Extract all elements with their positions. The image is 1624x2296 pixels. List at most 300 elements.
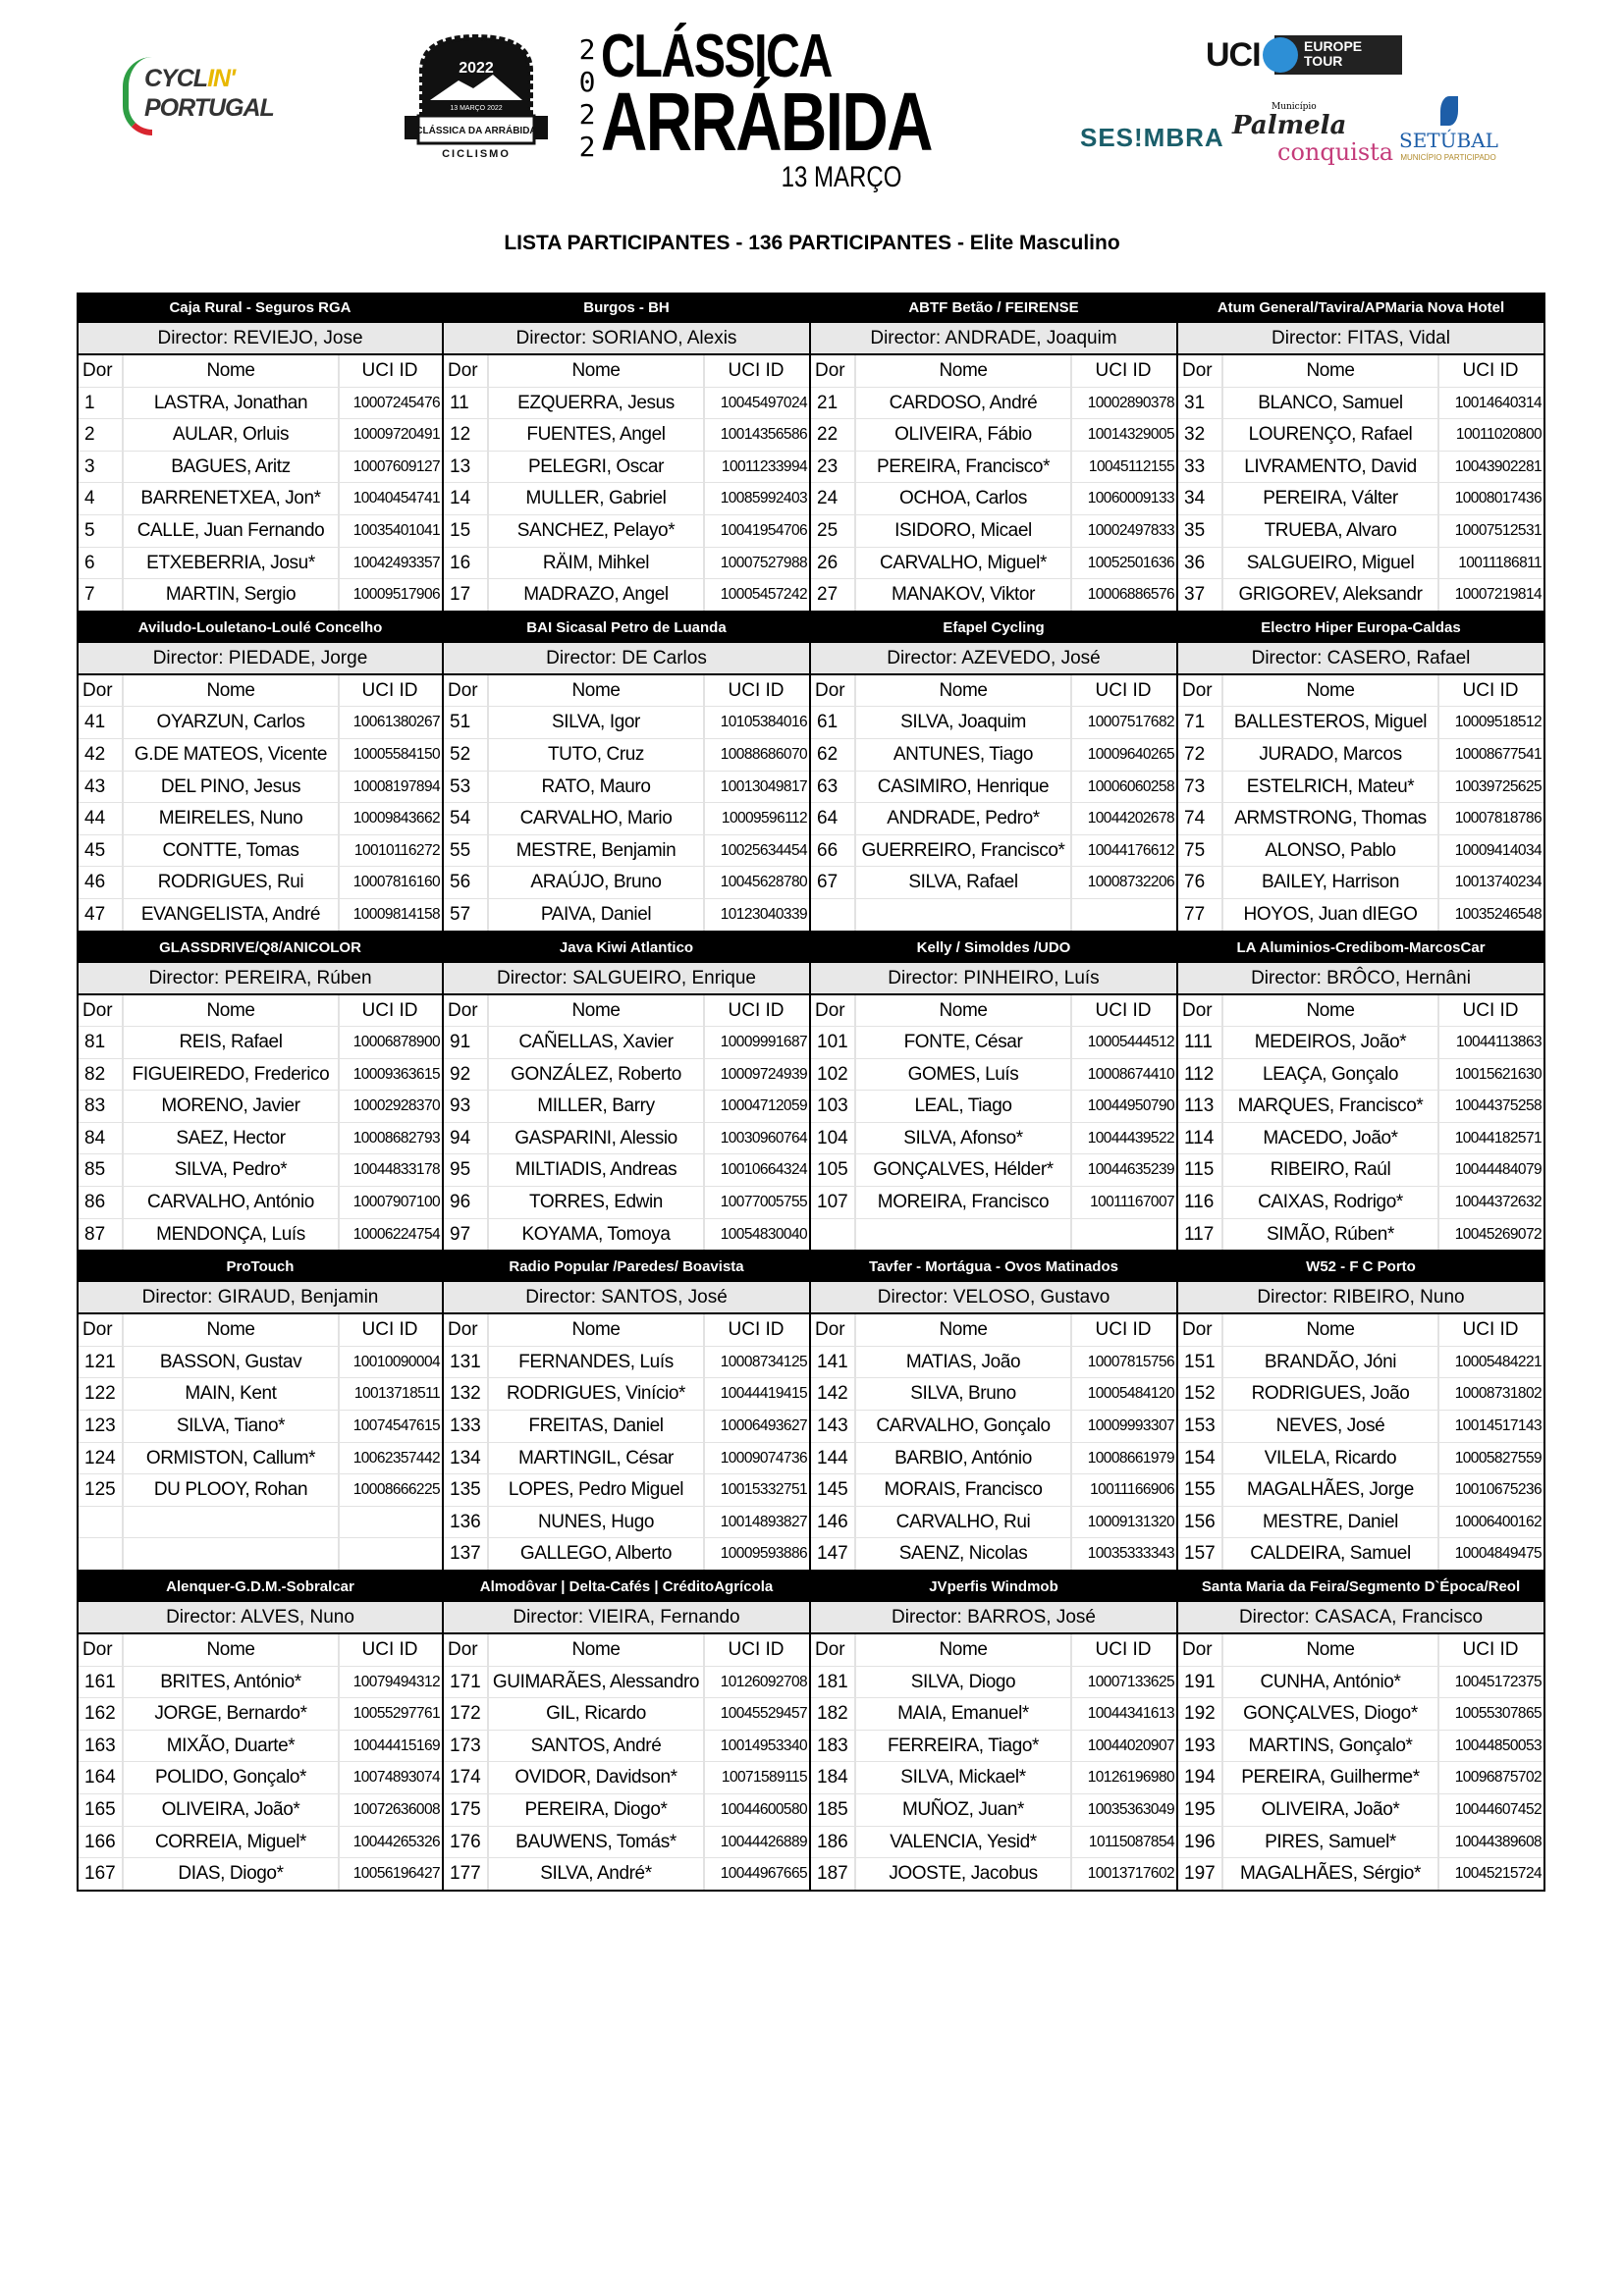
- team-band: [77, 613, 1545, 933]
- rider-row: [811, 1827, 1176, 1859]
- rider-name: GUIMARÃES, Alessandro: [489, 1667, 705, 1698]
- rider-uci-id: 10014329005: [1087, 426, 1174, 444]
- rider-uci-id: 10009814158: [352, 905, 440, 923]
- year-digit: 2: [578, 131, 596, 163]
- rider-uci-id: 10008677541: [1454, 745, 1542, 763]
- rider-row: [1178, 1443, 1543, 1475]
- column-header-uci: UCI ID: [728, 1639, 785, 1660]
- team-name: BAI Sicasal Petro de Luanda: [444, 613, 809, 643]
- column-header-row: [811, 1314, 1176, 1347]
- rider-name: NEVES, José: [1223, 1411, 1439, 1442]
- rider-uci-id: 10043902281: [1454, 457, 1542, 475]
- column-header-uci: UCI ID: [361, 679, 418, 701]
- column-header-dor: Dor: [811, 1634, 856, 1666]
- column-header-uci: UCI ID: [361, 360, 418, 381]
- rider-dorsal: 102: [811, 1059, 856, 1091]
- leaf-icon: [1440, 96, 1458, 126]
- rider-name: RODRIGUES, Rui: [124, 867, 340, 898]
- rider-row: [79, 1027, 442, 1059]
- team-name: Almodôvar | Delta-Cafés | CréditoAgrícola: [444, 1572, 809, 1602]
- team-name: Alenquer-G.D.M.-Sobralcar: [79, 1572, 442, 1602]
- column-header-row: [444, 995, 809, 1028]
- rider-row: [811, 483, 1176, 515]
- rider-row: [444, 1858, 809, 1890]
- rider-uci-id: 10044850053: [1454, 1736, 1542, 1754]
- rider-uci-id: 10009720491: [352, 426, 440, 444]
- logo-text: Município: [1272, 102, 1317, 112]
- rider-name: CARDOSO, André: [856, 388, 1072, 419]
- rider-row: [1178, 1378, 1543, 1411]
- column-header-nome: Nome: [1223, 1314, 1439, 1346]
- rider-row: [444, 1698, 809, 1731]
- rider-name: [856, 1219, 1072, 1251]
- logo-text: CYCL: [144, 65, 208, 92]
- team-name: Efapel Cycling: [811, 613, 1176, 643]
- rider-uci-id: 10011186811: [1458, 554, 1542, 571]
- rider-uci-id: 10013049817: [720, 777, 807, 795]
- rider-row: [811, 1091, 1176, 1123]
- rider-row: [1178, 1538, 1543, 1570]
- rider-name: REIS, Rafael: [124, 1027, 340, 1058]
- participants-table: [77, 293, 1545, 1892]
- rider-dorsal: 124: [79, 1443, 124, 1474]
- rider-name: GOMES, Luís: [856, 1059, 1072, 1091]
- rider-row: [1178, 1731, 1543, 1763]
- column-header-dor: Dor: [79, 355, 124, 387]
- rider-row: [79, 867, 442, 899]
- rider-dorsal: 76: [1178, 867, 1223, 898]
- rider-name: PEREIRA, Diogo*: [489, 1794, 705, 1826]
- rider-dorsal: 7: [79, 579, 124, 611]
- rider-dorsal: 155: [1178, 1474, 1223, 1506]
- rider-dorsal: 153: [1178, 1411, 1223, 1442]
- rider-uci-id: 10072636008: [352, 1800, 440, 1818]
- rider-name: ANDRADE, Pedro*: [856, 803, 1072, 834]
- column-header-nome: Nome: [489, 355, 705, 387]
- rider-dorsal: 197: [1178, 1858, 1223, 1890]
- rider-row: [444, 1762, 809, 1794]
- rider-dorsal: 36: [1178, 548, 1223, 579]
- rider-dorsal: 52: [444, 739, 489, 771]
- team-block: [811, 293, 1178, 611]
- team-band: [77, 933, 1545, 1253]
- rider-name: MAIN, Kent: [124, 1378, 340, 1410]
- rider-uci-id: 10009640265: [1087, 745, 1174, 763]
- rider-dorsal: 83: [79, 1091, 124, 1122]
- rider-dorsal: 165: [79, 1794, 124, 1826]
- rider-dorsal: [79, 1507, 124, 1538]
- rider-row: [811, 1474, 1176, 1507]
- rider-dorsal: 164: [79, 1762, 124, 1793]
- rider-row: [79, 1762, 442, 1794]
- rider-name: LOPES, Pedro Miguel: [489, 1474, 705, 1506]
- team-director: Director: RIBEIRO, Nuno: [1178, 1282, 1543, 1314]
- rider-dorsal: 121: [79, 1347, 124, 1378]
- rider-uci-id: 10007133625: [1087, 1673, 1174, 1690]
- rider-dorsal: 1: [79, 388, 124, 419]
- column-header-uci: UCI ID: [728, 360, 785, 381]
- rider-name: RIBEIRO, Raúl: [1223, 1154, 1439, 1186]
- team-name: Radio Popular /Paredes/ Boavista: [444, 1252, 809, 1282]
- rider-uci-id: 10004712059: [720, 1097, 807, 1115]
- column-header-uci: UCI ID: [1095, 360, 1152, 381]
- rider-dorsal: 162: [79, 1698, 124, 1730]
- column-header-nome: Nome: [124, 355, 340, 387]
- rider-row: [79, 419, 442, 452]
- rider-dorsal: 151: [1178, 1347, 1223, 1378]
- rider-dorsal: 105: [811, 1154, 856, 1186]
- rider-row: [444, 1474, 809, 1507]
- rider-uci-id: 10013718511: [353, 1385, 440, 1403]
- rider-uci-id: 10009991687: [720, 1034, 807, 1051]
- rider-row: [811, 1538, 1176, 1570]
- rider-dorsal: 64: [811, 803, 856, 834]
- rider-dorsal: 173: [444, 1731, 489, 1762]
- rider-dorsal: 166: [79, 1827, 124, 1858]
- rider-uci-id: [1072, 1219, 1176, 1251]
- rider-uci-id: 10008734125: [720, 1353, 807, 1370]
- rider-dorsal: 74: [1178, 803, 1223, 834]
- rider-uci-id: 10002890378: [1087, 394, 1174, 411]
- rider-name: GASPARINI, Alessio: [489, 1123, 705, 1154]
- rider-row: [444, 1219, 809, 1251]
- column-header-row: [811, 675, 1176, 708]
- rider-dorsal: 63: [811, 772, 856, 803]
- rider-name: CALLE, Juan Fernando: [124, 515, 340, 547]
- rider-dorsal: 53: [444, 772, 489, 803]
- rider-name: CAIXAS, Rodrigo*: [1223, 1187, 1439, 1218]
- rider-row: [444, 579, 809, 611]
- rider-uci-id: [1072, 899, 1176, 931]
- rider-row: [444, 1443, 809, 1475]
- rider-uci-id: 10006886576: [1087, 586, 1174, 604]
- rider-name: ARMSTRONG, Thomas: [1223, 803, 1439, 834]
- rider-row: [1178, 1698, 1543, 1731]
- rider-dorsal: 114: [1178, 1123, 1223, 1154]
- rider-row: [811, 1059, 1176, 1092]
- rider-name: EVANGELISTA, André: [124, 899, 340, 931]
- rider-name: [124, 1538, 340, 1570]
- rider-row: [444, 483, 809, 515]
- rider-dorsal: 186: [811, 1827, 856, 1858]
- rider-name: ANTUNES, Tiago: [856, 739, 1072, 771]
- rider-uci-id: 10044265326: [352, 1833, 440, 1850]
- rider-name: TUTO, Cruz: [489, 739, 705, 771]
- rider-name: VALENCIA, Yesid*: [856, 1827, 1072, 1858]
- rider-row: [79, 1187, 442, 1219]
- rider-name: GALLEGO, Alberto: [489, 1538, 705, 1570]
- rider-uci-id: 10044182571: [1454, 1129, 1542, 1147]
- rider-name: MENDONÇA, Luís: [124, 1219, 340, 1251]
- rider-dorsal: 103: [811, 1091, 856, 1122]
- rider-row: [79, 1507, 442, 1539]
- rider-row: [444, 899, 809, 931]
- rider-uci-id: 10006060258: [1087, 777, 1174, 795]
- rider-uci-id: 10005444512: [1087, 1034, 1174, 1051]
- rider-name: OVIDOR, Davidson*: [489, 1762, 705, 1793]
- rider-uci-id: 10009843662: [352, 810, 440, 828]
- rider-dorsal: 62: [811, 739, 856, 771]
- column-header-uci: UCI ID: [1462, 1639, 1519, 1660]
- rider-uci-id: 10044419415: [720, 1385, 807, 1403]
- rider-row: [811, 1858, 1176, 1890]
- rider-row: [444, 803, 809, 835]
- rider-dorsal: 171: [444, 1667, 489, 1698]
- rider-uci-id: 10009724939: [720, 1065, 807, 1083]
- rider-dorsal: 101: [811, 1027, 856, 1058]
- rider-dorsal: 145: [811, 1474, 856, 1506]
- rider-row: [811, 835, 1176, 868]
- rider-name: CAÑELLAS, Xavier: [489, 1027, 705, 1058]
- rider-name: MORAIS, Francisco: [856, 1474, 1072, 1506]
- rider-uci-id: 10005484120: [1087, 1385, 1174, 1403]
- rider-dorsal: 43: [79, 772, 124, 803]
- rider-name: LOURENÇO, Rafael: [1223, 419, 1439, 451]
- rider-row: [811, 419, 1176, 452]
- team-name: Atum General/Tavira/APMaria Nova Hotel: [1178, 293, 1543, 323]
- column-header-nome: Nome: [124, 675, 340, 707]
- rider-uci-id: [340, 1507, 442, 1538]
- rider-row: [79, 1059, 442, 1092]
- rider-row: [811, 1187, 1176, 1219]
- rider-uci-id: 10005484221: [1454, 1353, 1542, 1370]
- rider-dorsal: 45: [79, 835, 124, 867]
- rider-name: MESTRE, Daniel: [1223, 1507, 1439, 1538]
- rider-row: [1178, 1667, 1543, 1699]
- rider-uci-id: 10096875702: [1454, 1769, 1542, 1787]
- team-name: W52 - F C Porto: [1178, 1252, 1543, 1282]
- setubal-logo: [1399, 96, 1497, 167]
- rider-row: [444, 1378, 809, 1411]
- team-director: Director: PEREIRA, Rúben: [79, 963, 442, 995]
- rider-uci-id: 10126092708: [720, 1673, 807, 1690]
- rider-uci-id: 10060009133: [1087, 490, 1174, 507]
- rider-dorsal: 194: [1178, 1762, 1223, 1793]
- rider-row: [79, 1154, 442, 1187]
- event-name-line1: CLÁSSICA: [601, 23, 832, 90]
- column-header-row: [1178, 995, 1543, 1028]
- team-name: Electro Hiper Europa-Caldas: [1178, 613, 1543, 643]
- team-director: Director: PIEDADE, Jorge: [79, 643, 442, 675]
- column-header-nome: Nome: [1223, 355, 1439, 387]
- column-header-uci: UCI ID: [728, 679, 785, 701]
- rider-name: MARTINS, Gonçalo*: [1223, 1731, 1439, 1762]
- logo-text: UCI: [1206, 36, 1261, 74]
- rider-uci-id: 10014893827: [720, 1513, 807, 1530]
- rider-row: [79, 579, 442, 611]
- rider-uci-id: [340, 1538, 442, 1570]
- rider-uci-id: 10035363049: [1087, 1800, 1174, 1818]
- rider-name: BAILEY, Harrison: [1223, 867, 1439, 898]
- team-director: Director: FITAS, Vidal: [1178, 323, 1543, 355]
- rider-uci-id: 10061380267: [352, 714, 440, 731]
- rider-dorsal: 21: [811, 388, 856, 419]
- rider-row: [811, 1027, 1176, 1059]
- rider-dorsal: 26: [811, 548, 856, 579]
- rider-dorsal: 104: [811, 1123, 856, 1154]
- cyclin-portugal-logo: [123, 57, 274, 135]
- rider-name: ISIDORO, Micael: [856, 515, 1072, 547]
- rider-row: [1178, 1219, 1543, 1251]
- column-header-dor: Dor: [79, 1314, 124, 1346]
- rider-uci-id: 10006224754: [352, 1225, 440, 1243]
- rider-uci-id: 10009596112: [721, 810, 807, 828]
- rider-uci-id: 10030960764: [720, 1129, 807, 1147]
- rider-row: [444, 388, 809, 420]
- rider-name: BAGUES, Aritz: [124, 452, 340, 483]
- rider-row: [444, 739, 809, 772]
- column-header-row: [811, 1634, 1176, 1667]
- rider-dorsal: 195: [1178, 1794, 1223, 1826]
- rider-row: [811, 515, 1176, 548]
- badge-name: CLÁSSICA DA ARRÁBIDA: [415, 126, 537, 136]
- rider-name: CARVALHO, Miguel*: [856, 548, 1072, 579]
- rider-dorsal: 73: [1178, 772, 1223, 803]
- rider-dorsal: 67: [811, 867, 856, 898]
- column-header-uci: UCI ID: [1095, 1639, 1152, 1660]
- rider-row: [79, 1123, 442, 1155]
- rider-row: [1178, 867, 1543, 899]
- team-director: Director: SALGUEIRO, Enrique: [444, 963, 809, 995]
- rider-dorsal: 141: [811, 1347, 856, 1378]
- rider-name: GIL, Ricardo: [489, 1698, 705, 1730]
- rider-row: [444, 867, 809, 899]
- logo-text: conquista: [1277, 138, 1394, 166]
- rider-uci-id: 10008674410: [1087, 1065, 1174, 1083]
- rider-uci-id: 10044967665: [720, 1865, 807, 1883]
- team-block: [1178, 1572, 1545, 1890]
- rider-uci-id: 10035333343: [1087, 1545, 1174, 1563]
- rider-row: [811, 579, 1176, 611]
- rider-uci-id: 10008732206: [1087, 874, 1174, 891]
- team-block: [444, 1252, 811, 1570]
- rider-name: PELEGRI, Oscar: [489, 452, 705, 483]
- rider-dorsal: 146: [811, 1507, 856, 1538]
- rider-name: MEIRELES, Nuno: [124, 803, 340, 834]
- rider-row: [1178, 739, 1543, 772]
- rider-uci-id: 10025634454: [720, 841, 807, 859]
- rider-dorsal: 84: [79, 1123, 124, 1154]
- rider-name: OLIVEIRA, João*: [124, 1794, 340, 1826]
- rider-uci-id: 10044607452: [1454, 1800, 1542, 1818]
- rider-dorsal: 54: [444, 803, 489, 834]
- column-header-row: [811, 355, 1176, 388]
- column-header-dor: Dor: [79, 1634, 124, 1666]
- palmela-logo: [1232, 102, 1394, 167]
- logo-text: PORTUGAL: [144, 94, 274, 122]
- rider-dorsal: 72: [1178, 739, 1223, 771]
- rider-name: DEL PINO, Jesus: [124, 772, 340, 803]
- rider-row: [811, 1378, 1176, 1411]
- rider-name: DU PLOOY, Rohan: [124, 1474, 340, 1506]
- team-name: GLASSDRIVE/Q8/ANICOLOR: [79, 933, 442, 963]
- rider-dorsal: 147: [811, 1538, 856, 1570]
- rider-dorsal: 175: [444, 1794, 489, 1826]
- rider-name: SAENZ, Nicolas: [856, 1538, 1072, 1570]
- rider-name: MACEDO, João*: [1223, 1123, 1439, 1154]
- column-header-row: [1178, 1634, 1543, 1667]
- year-digit: 2: [578, 33, 596, 66]
- column-header-nome: Nome: [856, 995, 1072, 1027]
- column-header-dor: Dor: [811, 675, 856, 707]
- rider-uci-id: 10009593886: [720, 1545, 807, 1563]
- rider-row: [79, 1219, 442, 1251]
- rider-dorsal: 183: [811, 1731, 856, 1762]
- team-block: [1178, 293, 1545, 611]
- column-header-dor: Dor: [79, 995, 124, 1027]
- team-block: [1178, 613, 1545, 931]
- rider-name: ESTELRICH, Mateu*: [1223, 772, 1439, 803]
- rider-uci-id: 10079494312: [352, 1673, 440, 1690]
- column-header-nome: Nome: [489, 675, 705, 707]
- rider-name: FERNANDES, Luís: [489, 1347, 705, 1378]
- rider-name: MADRAZO, Angel: [489, 579, 705, 611]
- badge-emblem-icon: [405, 31, 548, 161]
- rider-uci-id: 10035246548: [1454, 905, 1542, 923]
- rider-row: [1178, 452, 1543, 484]
- team-block: [444, 613, 811, 931]
- rider-dorsal: 12: [444, 419, 489, 451]
- rider-row: [444, 1411, 809, 1443]
- rider-row: [1178, 1059, 1543, 1092]
- rider-row: [444, 1123, 809, 1155]
- rider-row: [1178, 483, 1543, 515]
- column-header-dor: Dor: [1178, 1634, 1223, 1666]
- rider-row: [1178, 579, 1543, 611]
- rider-uci-id: 10008731802: [1454, 1385, 1542, 1403]
- rider-uci-id: 10009993307: [1087, 1417, 1174, 1435]
- rider-name: MANAKOV, Viktor: [856, 579, 1072, 611]
- rider-uci-id: 10007527988: [720, 554, 807, 571]
- rider-dorsal: 95: [444, 1154, 489, 1186]
- rider-dorsal: 96: [444, 1187, 489, 1218]
- rider-row: [79, 739, 442, 772]
- rider-uci-id: 10044600580: [720, 1800, 807, 1818]
- column-header-uci: UCI ID: [1462, 360, 1519, 381]
- rider-dorsal: 27: [811, 579, 856, 611]
- rider-row: [79, 899, 442, 931]
- uci-europe-tour-logo: [1206, 35, 1402, 75]
- rider-row: [444, 452, 809, 484]
- column-header-dor: Dor: [811, 355, 856, 387]
- rider-name: FONTE, César: [856, 1027, 1072, 1058]
- rider-row: [1178, 515, 1543, 548]
- rider-row: [79, 1474, 442, 1507]
- rider-row: [811, 1411, 1176, 1443]
- rider-uci-id: 10006493627: [720, 1417, 807, 1435]
- column-header-row: [1178, 355, 1543, 388]
- rider-dorsal: 132: [444, 1378, 489, 1410]
- rider-name: JOOSTE, Jacobus: [856, 1858, 1072, 1890]
- team-block: [811, 1252, 1178, 1570]
- column-header-uci: UCI ID: [361, 999, 418, 1021]
- rider-name: PIRES, Samuel*: [1223, 1827, 1439, 1858]
- rider-dorsal: 184: [811, 1762, 856, 1793]
- rider-row: [444, 1154, 809, 1187]
- rider-name: MATIAS, João: [856, 1347, 1072, 1378]
- rider-dorsal: 34: [1178, 483, 1223, 514]
- rider-uci-id: 10007609127: [352, 457, 440, 475]
- rider-row: [811, 388, 1176, 420]
- rider-uci-id: 10044389608: [1454, 1833, 1542, 1850]
- rider-uci-id: 10011167007: [1090, 1194, 1174, 1211]
- rider-uci-id: 10062357442: [352, 1449, 440, 1467]
- column-header-dor: Dor: [1178, 995, 1223, 1027]
- column-header-dor: Dor: [444, 1314, 489, 1346]
- rider-row: [79, 1538, 442, 1570]
- team-block: [1178, 933, 1545, 1251]
- column-header-uci: UCI ID: [728, 999, 785, 1021]
